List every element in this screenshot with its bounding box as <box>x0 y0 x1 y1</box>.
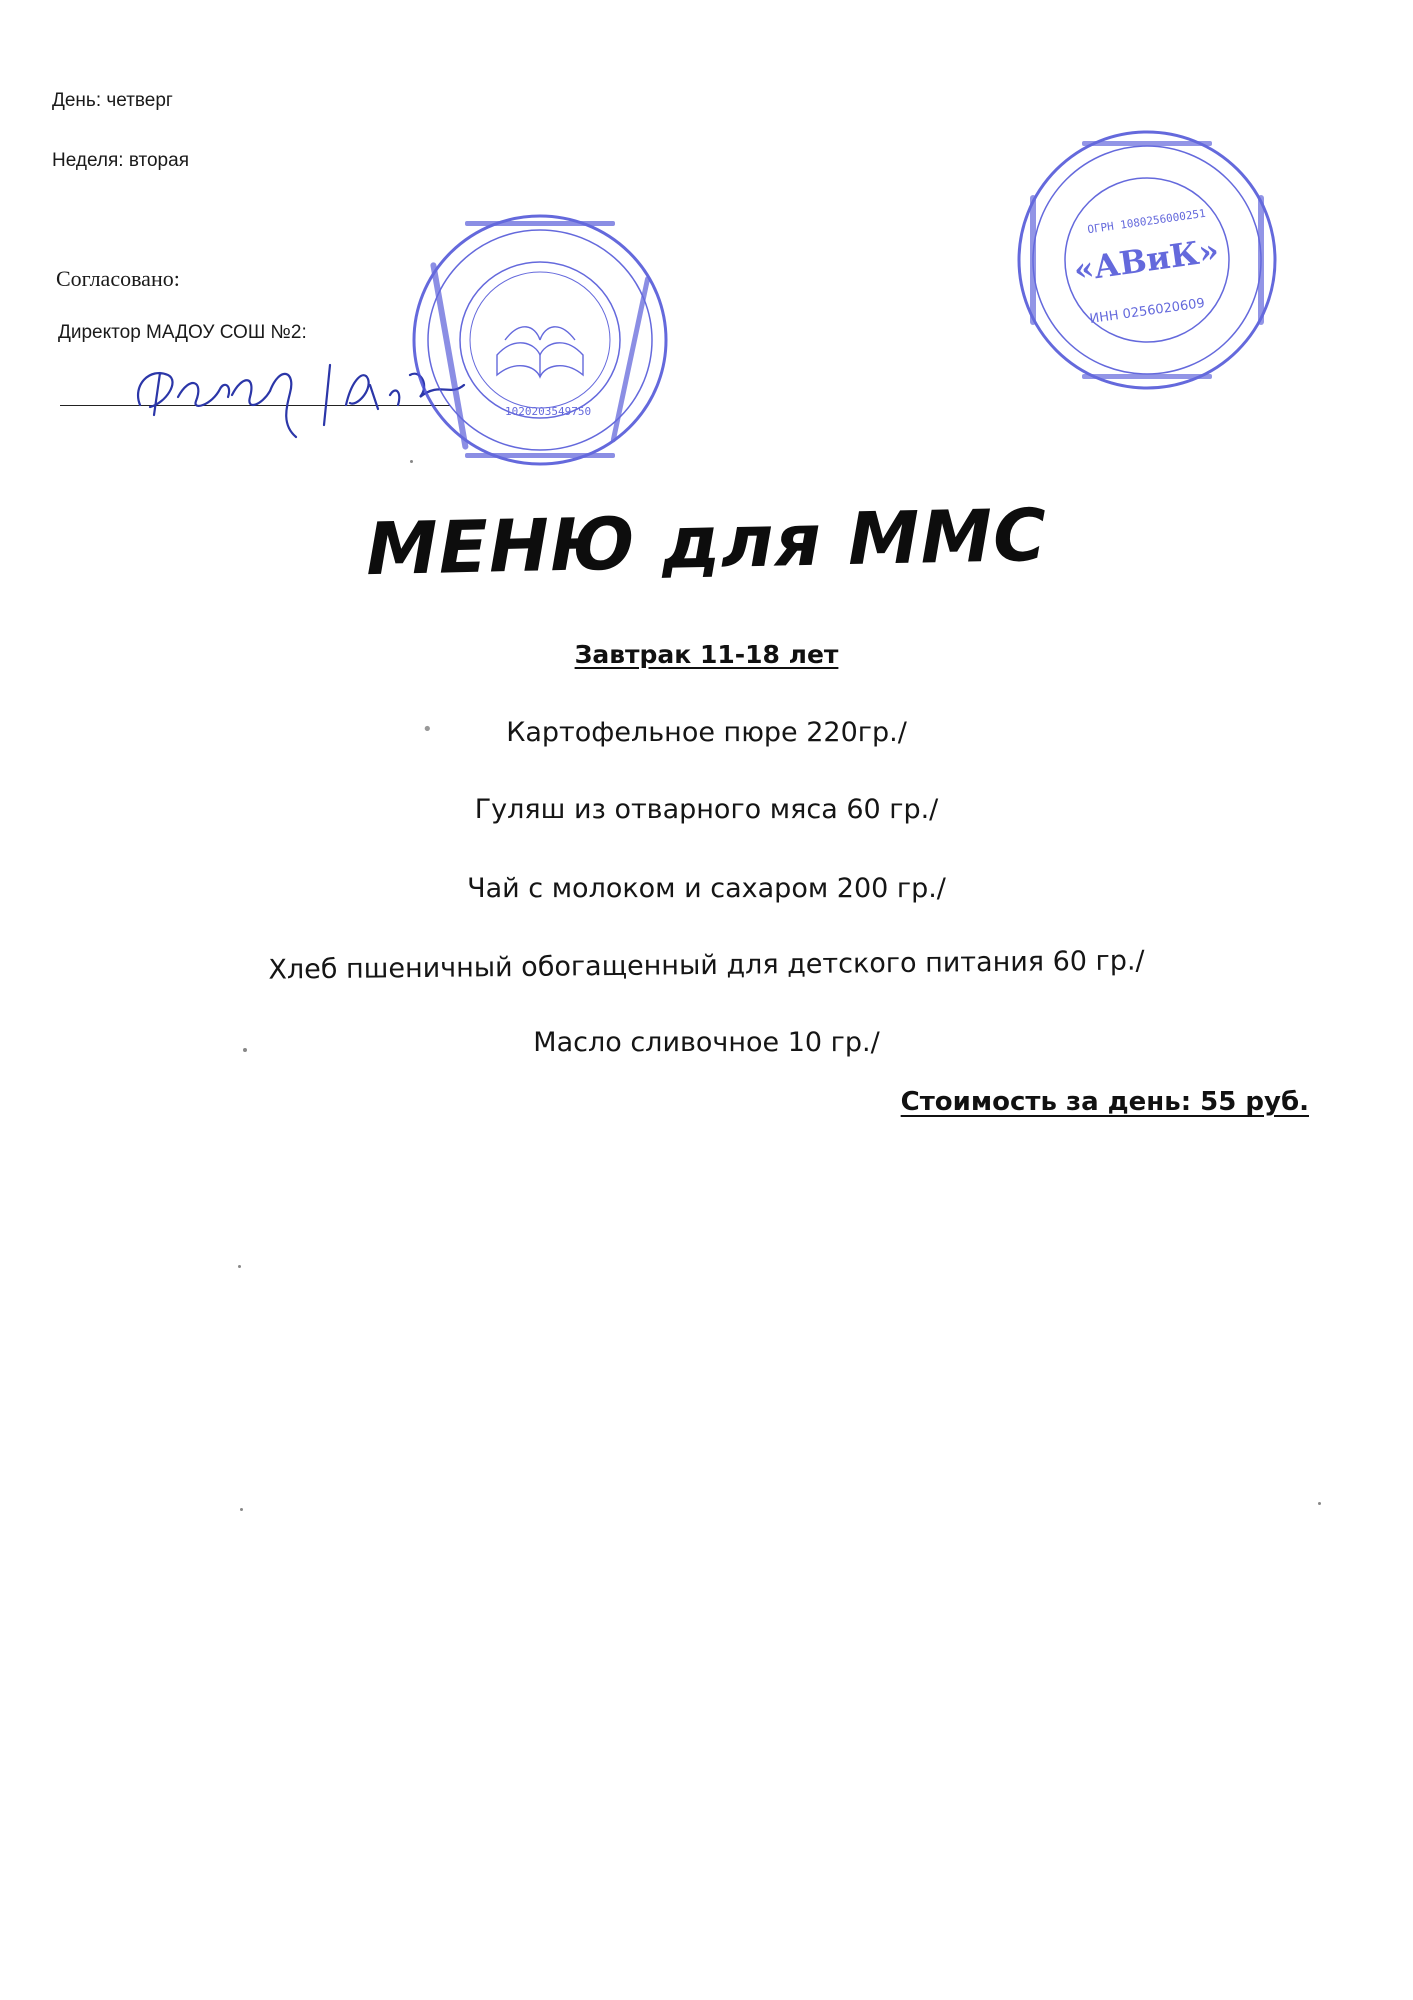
scan-speck <box>238 1265 241 1268</box>
school-stamp-number: 1020203549750 <box>505 405 592 418</box>
page-title: МЕНЮ для ММС <box>365 492 1048 592</box>
menu-item: Гуляш из отварного мяса 60 гр./ <box>474 794 939 825</box>
school-stamp <box>405 205 675 475</box>
day-label: День: четверг <box>52 90 173 111</box>
menu-item: Чай с молоком и сахаром 200 гр./ <box>467 873 946 904</box>
daily-cost: Стоимость за день: 55 руб. <box>900 1087 1309 1117</box>
company-stamp-name: «АВиК» <box>1071 231 1222 290</box>
menu-item: Масло сливочное 10 гр./ <box>533 1027 880 1058</box>
scan-speck <box>240 1508 243 1511</box>
scan-speck <box>1318 1502 1321 1505</box>
director-label: Директор МАДОУ СОШ №2: <box>58 322 307 343</box>
company-stamp-ogrn: ОГРН 1080256000251 <box>1086 206 1207 237</box>
approved-label: Согласовано: <box>56 266 180 291</box>
scan-speck <box>243 1048 247 1052</box>
menu-item: Хлеб пшеничный обогащенный для детского питания 60 гр./ <box>268 945 1145 986</box>
meal-heading: Завтрак 11-18 лет <box>574 640 839 669</box>
list-bullet: • <box>422 719 433 740</box>
scan-speck <box>410 460 413 463</box>
week-label: Неделя: вторая <box>52 150 189 171</box>
company-stamp <box>1012 125 1282 395</box>
company-stamp-inn: ИНН 0256020609 <box>1088 295 1206 327</box>
menu-item: Картофельное пюре 220гр./ <box>506 717 907 748</box>
